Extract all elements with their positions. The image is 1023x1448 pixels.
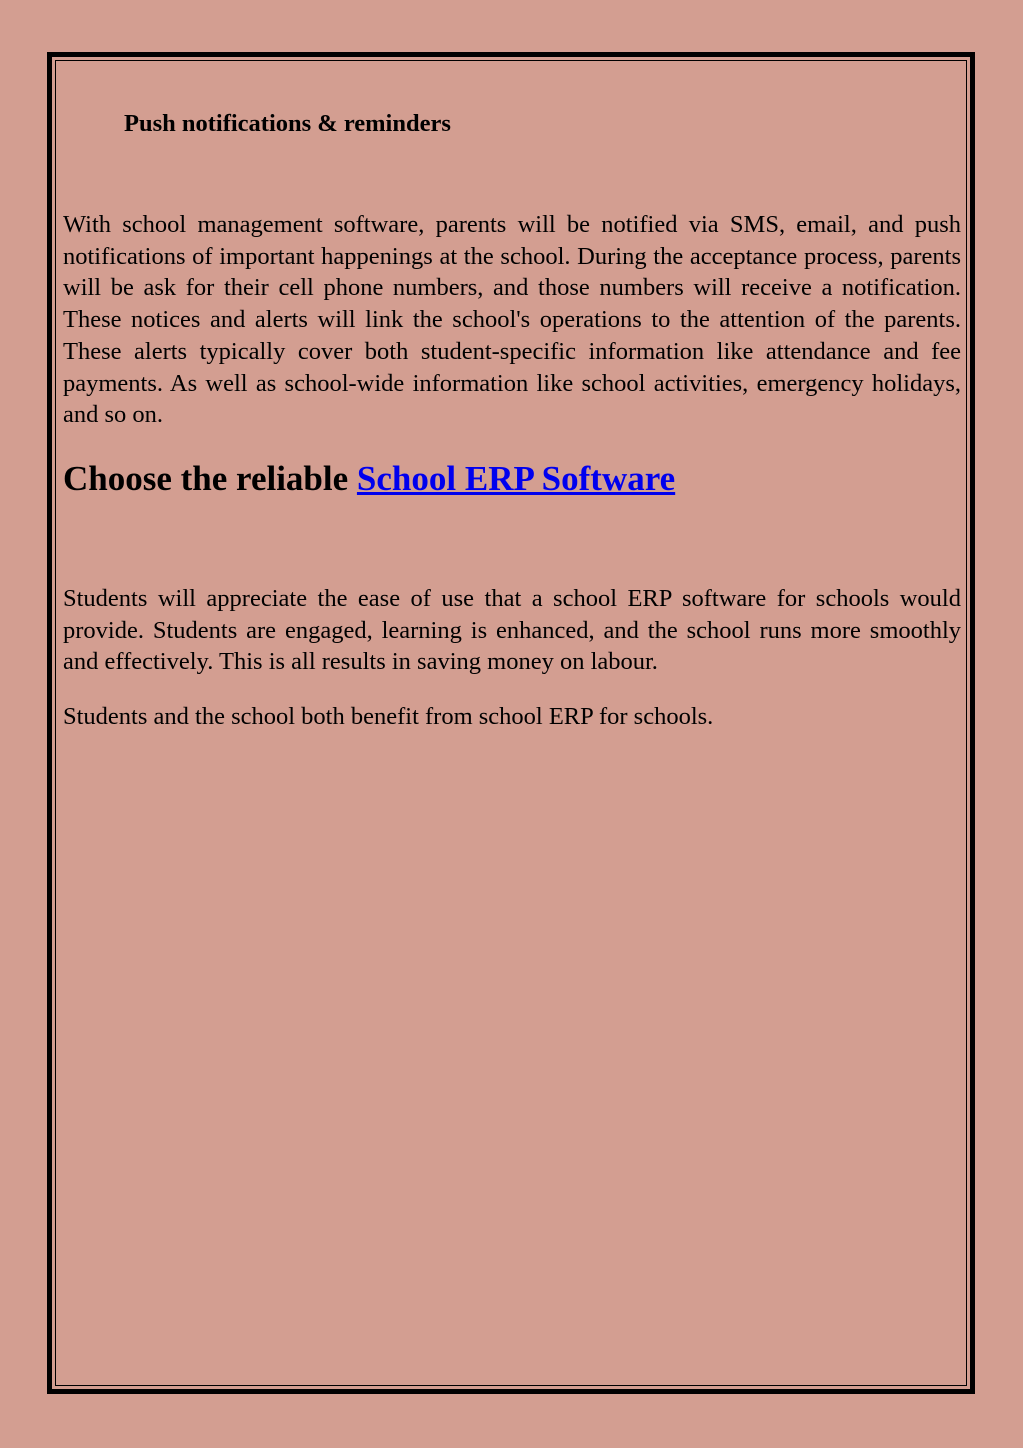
heading-prefix: Choose the reliable	[63, 458, 357, 498]
section-heading	[63, 457, 961, 501]
school-erp-software-link[interactable]: School ERP Software	[356, 458, 676, 498]
document-body	[63, 108, 961, 733]
paragraph-notifications: With school management software, parents will be notified via SMS, email, and push notifications of important happenings at the school. During the acceptance process, parents will be ask for their cell phone numbers, and those numbers will receive a notification. These notices and alerts will link the school's operations to the attention of the parents. These alerts typically cover both student-specific information like attendance and fee payments. As well as school-wide information like school activities, emergency holidays, and so on.	[63, 211, 961, 429]
paragraph-benefit: Students and the school both benefit from school ERP for schools.	[63, 703, 714, 731]
paragraph-students: Students will appreciate the ease of use that a school ERP software for schools would provide. Students are engaged, learning is enhanced, and the school runs more smoothly and effectively. This is all results in saving money on labour.	[63, 584, 961, 676]
section-subheading: Push notifications & reminders	[124, 110, 451, 137]
